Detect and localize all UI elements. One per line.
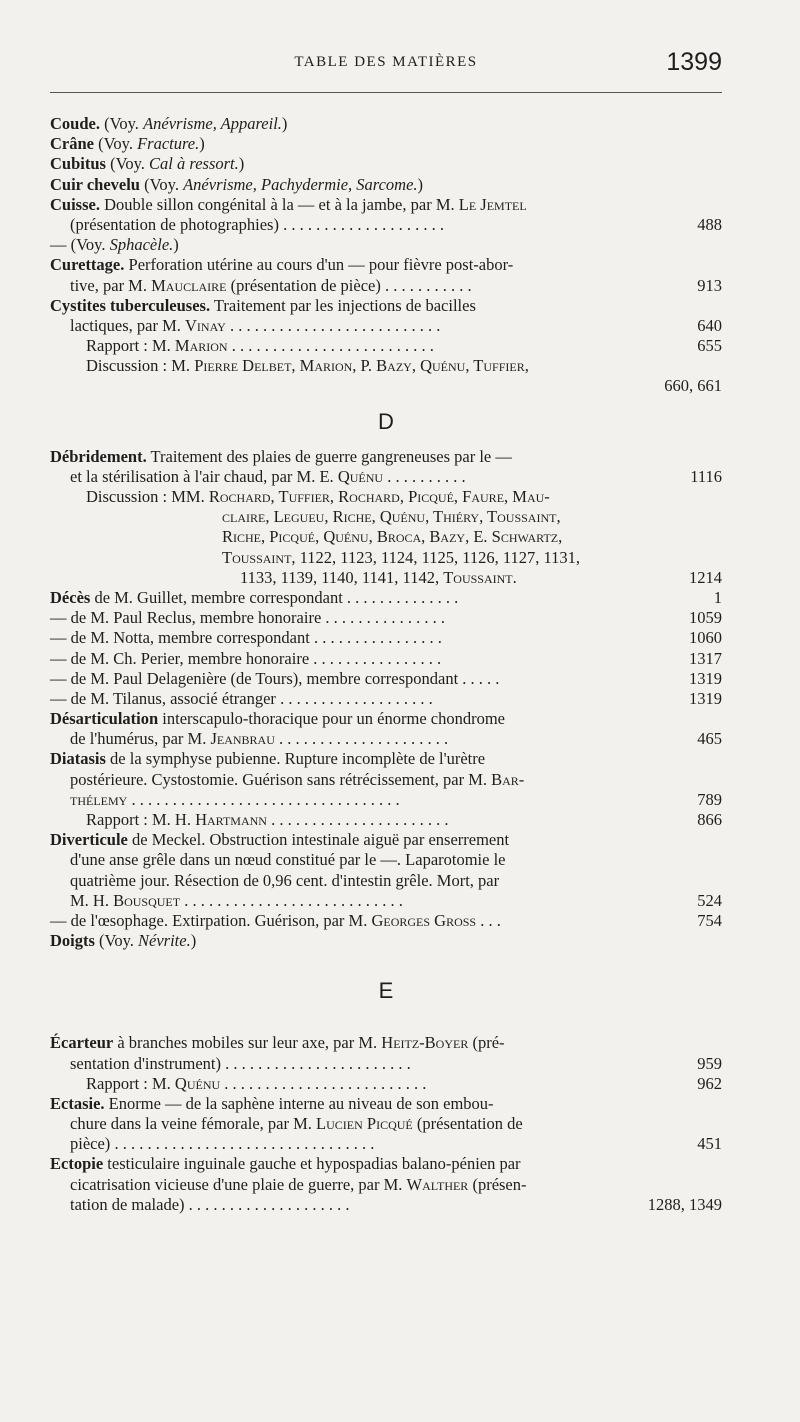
index-entry-cont: et la stérilisation à l'air chaud, par M. E. Quénu . . . . . . . . . . 1116 xyxy=(70,466,722,486)
index-subentry: Rapport : M. H. Hartmann . . . . . . . . . . . . . . . . . . . . . . 866 xyxy=(86,810,722,829)
index-subentry-cont: 1133, 1139, 1140, 1141, 1142, Toussaint. 1214 xyxy=(240,567,722,587)
page-ref: 754 xyxy=(697,910,722,930)
page-ref: 1060 xyxy=(689,628,722,648)
index-entry: Crâne (Voy. Fracture.) xyxy=(50,134,205,154)
index-entry-cont: quatrième jour. Résection de 0,96 cent. d'intestin grêle. Mort, par xyxy=(70,870,500,890)
index-entry: — de M. Paul Reclus, membre honoraire . . . . . . . . . . . . . . . 1059 xyxy=(50,608,722,628)
index-entry-cont: tive, par M. Mauclaire (présentation de pièce) . . . . . . . . . . . 913 xyxy=(70,275,722,295)
section-letter-d: D xyxy=(378,408,394,434)
index-subentry-cont: Toussaint, 1122, 1123, 1124, 1125, 1126, 1127, 1131, xyxy=(222,547,581,567)
index-entry: Cuir chevelu (Voy. Anévrisme, Pachydermie, Sarcome.) xyxy=(50,174,424,194)
index-entry-cont: sentation d'instrument) . . . . . . . . . . . . . . . . . . . . . . . 959 xyxy=(70,1053,722,1073)
page-ref: 524 xyxy=(697,890,722,910)
index-subentry: Discussion : MM. Rochard, Tuffier, Rochard, Picqué, Faure, Mau- xyxy=(86,487,550,506)
page-ref: 660, 661 xyxy=(664,376,722,396)
index-entry-cont: tation de malade) . . . . . . . . . . . . . . . . . . . . 1288, 1349 xyxy=(70,1194,722,1214)
index-entry-cont: (présentation de photographies) . . . . . . . . . . . . . . . . . . . . 488 xyxy=(70,214,722,234)
index-subentry: Rapport : M. Marion . . . . . . . . . . . . . . . . . . . . . . . . . 655 xyxy=(86,336,722,356)
index-entry: Cystites tuberculeuses. Traitement par les injections de bacilles xyxy=(50,295,476,315)
index-entry-cont: M. H. Bousquet . . . . . . . . . . . . . . . . . . . . . . . . . . . 524 xyxy=(70,890,722,910)
index-entry: Curettage. Perforation utérine au cours d'un — pour fièvre post-abor- xyxy=(50,255,514,275)
index-subentry: Rapport : M. Quénu . . . . . . . . . . . . . . . . . . . . . . . . . 962 xyxy=(86,1073,722,1093)
page-ref: 1059 xyxy=(689,608,722,628)
page-ref: 913 xyxy=(697,275,722,295)
page-ref: 655 xyxy=(697,336,722,356)
page-ref: 488 xyxy=(697,214,722,234)
index-subentry-cont: claire, Legueu, Riche, Quénu, Thiéry, Toussaint, xyxy=(222,507,561,527)
index-entry: Débridement. Traitement des plaies de guerre gangreneuses par le — xyxy=(50,446,512,466)
index-entry: — de l'œsophage. Extirpation. Guérison, par M. Georges Gross . . . 754 xyxy=(50,910,722,930)
index-entry: — de M. Ch. Perier, membre honoraire . . . . . . . . . . . . . . . . 1317 xyxy=(50,648,722,668)
page-ref: 1317 xyxy=(689,648,722,668)
page-ref: 959 xyxy=(697,1053,722,1073)
index-subentry-cont: Riche, Picqué, Quénu, Broca, Bazy, E. Schwartz, xyxy=(222,527,563,547)
index-entry: Cuisse. Double sillon congénital à la — et à la jambe, par M. Le Jemtel xyxy=(50,194,527,214)
page-number: 1399 xyxy=(666,48,722,76)
index-entry: Ectopie testiculaire inguinale gauche et hypospadias balano-pénien par xyxy=(50,1154,521,1174)
header-rule xyxy=(50,92,722,93)
index-entry-cont: chure dans la veine fémorale, par M. Lucien Picqué (présentation de xyxy=(70,1114,523,1134)
page-ref: 640 xyxy=(697,315,722,335)
index-entry-cont: cicatrisation vicieuse d'une plaie de guerre, par M. Walther (présen- xyxy=(70,1174,527,1194)
index-entry-cont: pièce) . . . . . . . . . . . . . . . . . . . . . . . . . . . . . . . . 451 xyxy=(70,1134,722,1154)
index-entry: Désarticulation interscapulo-thoracique pour un énorme chondrome xyxy=(50,709,505,729)
index-entry-cont: thélemy . . . . . . . . . . . . . . . . . . . . . . . . . . . . . . . . . 789 xyxy=(70,789,722,809)
page-ref: 451 xyxy=(697,1134,722,1154)
index-entry: Doigts (Voy. Névrite.) xyxy=(50,931,197,951)
page-ref: 1 xyxy=(713,587,722,607)
section-gap xyxy=(50,1015,722,1033)
index-entry: Diverticule de Meckel. Obstruction intestinale aiguë par enserrement xyxy=(50,830,510,850)
page-ref: 866 xyxy=(697,810,722,829)
page-ref: 1214 xyxy=(689,567,722,587)
index-entry: Diatasis de la symphyse pubienne. Rupture incomplète de l'urètre xyxy=(50,749,486,769)
index-entry: Ectasie. Enorme — de la saphène interne au niveau de son embou- xyxy=(50,1093,494,1113)
page-ref: 1116 xyxy=(690,466,722,486)
page-ref: 962 xyxy=(697,1073,722,1093)
page-ref: 1319 xyxy=(689,688,722,708)
page-ref: 1288, 1349 xyxy=(647,1194,722,1214)
index-entry-cont: d'une anse grêle dans un nœud constitué par le —. Laparotomie le xyxy=(70,850,506,870)
index-entry-cont: lactiques, par M. Vinay . . . . . . . . . . . . . . . . . . . . . . . . . . 640 xyxy=(70,315,722,335)
page-header xyxy=(50,48,722,78)
index-content xyxy=(50,114,722,1215)
index-entry-cont: de l'humérus, par M. Jeanbrau . . . . . . . . . . . . . . . . . . . . . 465 xyxy=(70,729,722,749)
index-entry: Décès de M. Guillet, membre correspondant . . . . . . . . . . . . . . 1 xyxy=(50,587,722,607)
page-ref: 1319 xyxy=(689,668,722,688)
index-subentry: Discussion : M. Pierre Delbet, Marion, P. Bazy, Quénu, Tuffier, xyxy=(86,356,529,376)
page-ref: 789 xyxy=(697,789,722,809)
page-ref: 465 xyxy=(697,729,722,749)
index-entry: Écarteur à branches mobiles sur leur axe, par M. Heitz-Boyer (pré- xyxy=(50,1033,505,1053)
index-subentry-cont xyxy=(50,376,722,396)
section-letter-e: E xyxy=(378,978,394,1004)
index-entry: — de M. Tilanus, associé étranger . . . . . . . . . . . . . . . . . . . 1319 xyxy=(50,688,722,708)
index-entry: — (Voy. Sphacèle.) xyxy=(50,235,179,255)
index-entry: — de M. Notta, membre correspondant . . . . . . . . . . . . . . . . 1060 xyxy=(50,628,722,648)
index-entry: Coude. (Voy. Anévrisme, Appareil.) xyxy=(50,114,288,133)
index-entry: — de M. Paul Delagenière (de Tours), membre correspondant . . . . . 1319 xyxy=(50,668,722,688)
running-title: TABLE DES MATIÈRES xyxy=(294,54,478,70)
index-entry-cont: postérieure. Cystostomie. Guérison sans rétrécissement, par M. Bar- xyxy=(70,769,525,789)
index-entry: Cubitus (Voy. Cal à ressort.) xyxy=(50,154,245,174)
